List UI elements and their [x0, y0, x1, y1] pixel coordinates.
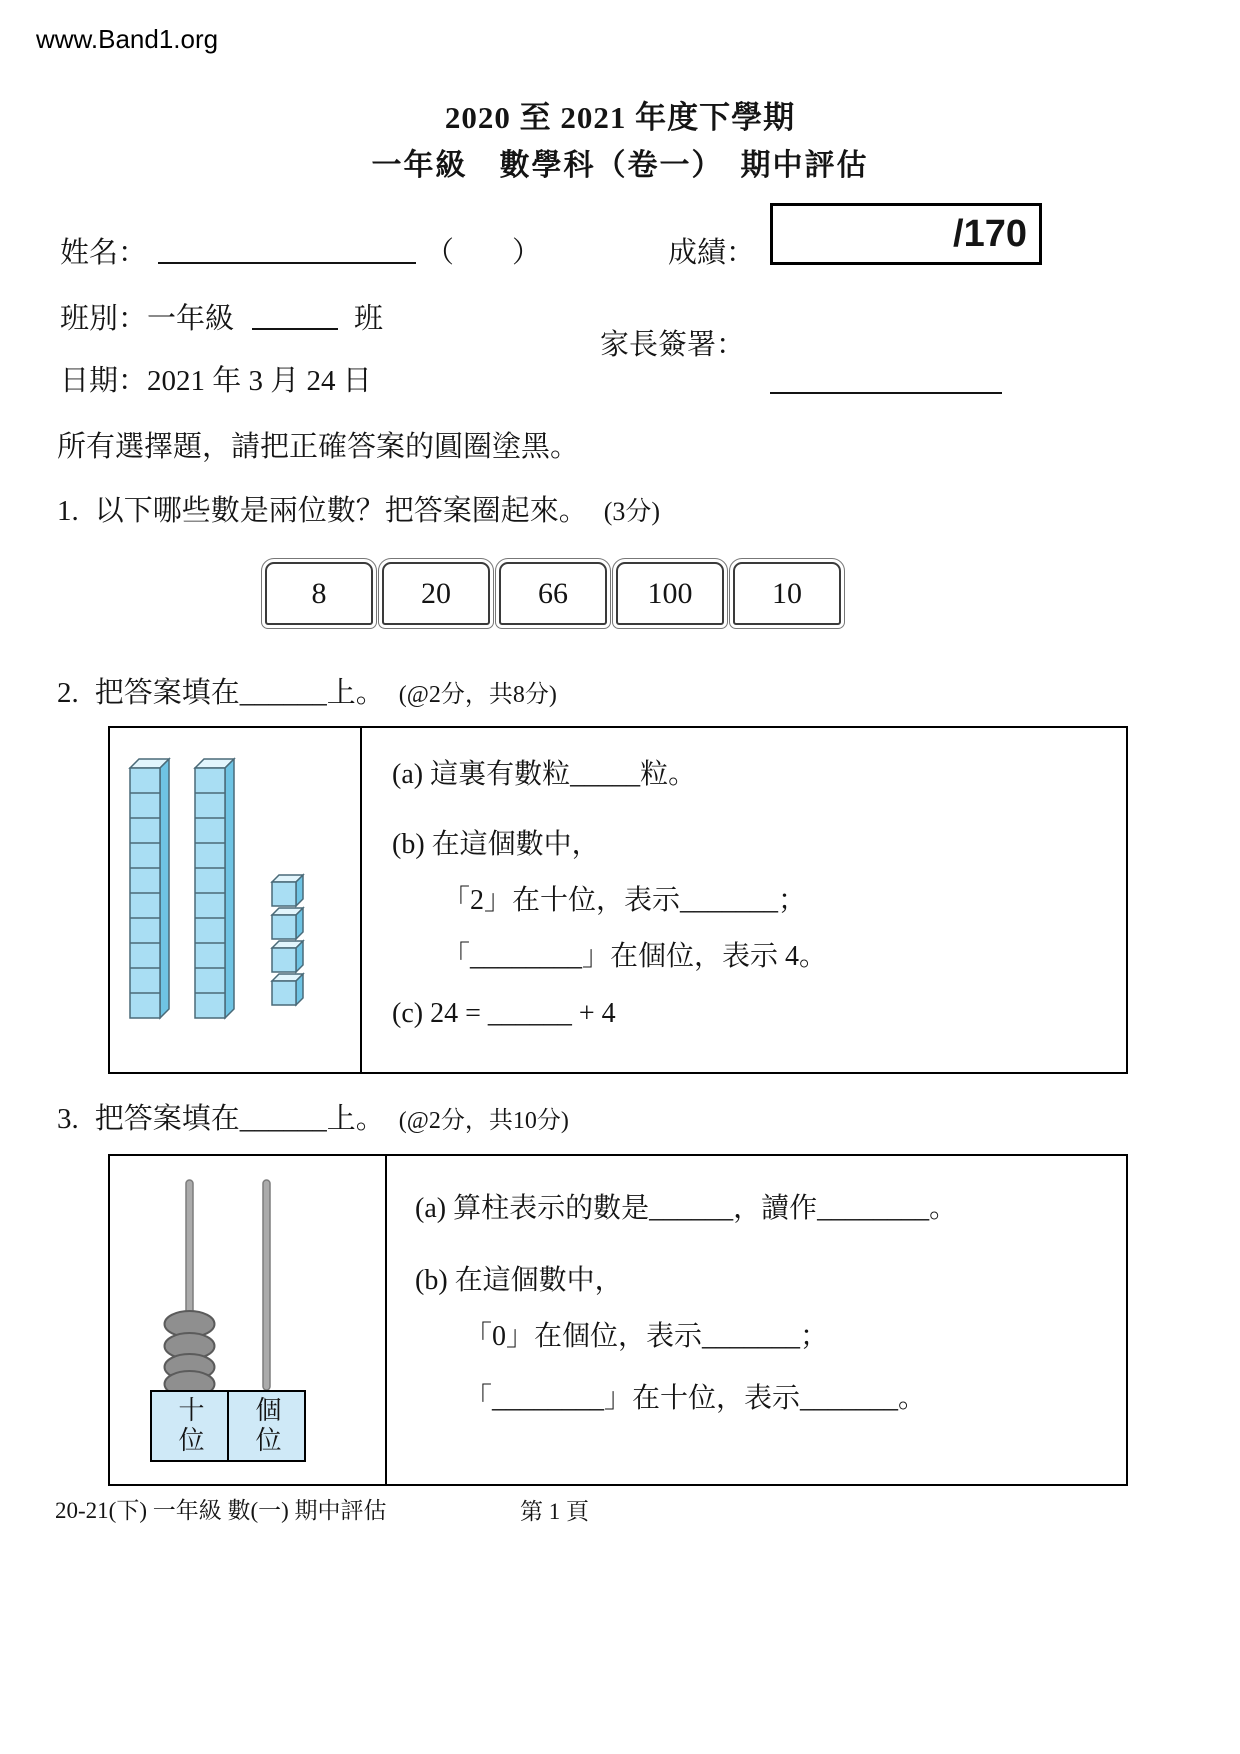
date-value: 2021 年 3 月 24 日 — [147, 365, 372, 397]
q2-heading — [57, 670, 557, 711]
score-box — [770, 203, 1042, 265]
parent-signature-label: 家長簽署： — [600, 329, 746, 361]
date-label: 日期： — [60, 365, 148, 397]
q1-option-card — [733, 562, 841, 625]
class-blank-line — [252, 328, 338, 330]
q2-part-b-intro: (b) 在這個數中， — [392, 829, 600, 860]
q2-marks: (@2分，共8分) — [398, 682, 557, 708]
q3-part-b-line2: 「________」在十位，表示_______。 — [464, 1383, 927, 1414]
site-watermark: www.Band1.org — [36, 24, 219, 54]
exam-title-line1: 2020 至 2021 年度下學期 — [444, 100, 796, 135]
q1-option-value: 10 — [772, 576, 802, 610]
q1-option-value: 100 — [647, 576, 693, 610]
q2-part-b-line2: 「________」在個位，表示 4。 — [442, 941, 828, 972]
q2-part-c: (c) 24 = ______ + 4 — [392, 998, 616, 1029]
q3-heading — [57, 1096, 569, 1137]
q3-number: 3. — [57, 1103, 79, 1135]
name-label: 姓名： — [60, 237, 148, 269]
abacus-ones-label: 個位 — [227, 1390, 306, 1462]
q2-number: 2. — [57, 677, 79, 709]
q3-part-b-line1: 「0」在個位，表示_______； — [464, 1321, 829, 1352]
base-ten-blocks-image — [120, 740, 330, 1062]
q3-text: 把答案填在______上。 — [94, 1103, 385, 1135]
q2-text: 把答案填在______上。 — [94, 677, 385, 709]
q2-box-divider — [360, 726, 362, 1074]
score-label: 成績： — [668, 237, 756, 269]
q1-marks: (3分) — [603, 497, 661, 526]
q3-part-b-intro: (b) 在這個數中， — [415, 1265, 623, 1296]
q1-text: 以下哪些數是兩位數？把答案圈起來。 — [94, 495, 588, 527]
q1-number: 1. — [57, 495, 79, 527]
q1-option-card — [382, 562, 490, 625]
name-blank-line — [158, 262, 416, 264]
q1-heading — [57, 488, 660, 529]
q3-box-divider — [385, 1154, 387, 1486]
score-total: /170 — [953, 212, 1027, 255]
instructions-text: 所有選擇題，請把正確答案的圓圈塗黑。 — [57, 431, 580, 463]
q2-part-b-line1: 「2」在十位，表示_______； — [442, 885, 807, 916]
abacus-tens-label: 十位 — [150, 1390, 229, 1462]
abacus-image — [150, 1178, 308, 1390]
q1-option-card — [265, 562, 373, 625]
q1-option-value: 20 — [421, 576, 451, 610]
q1-option-card — [616, 562, 724, 625]
class-label: 班別：一年級 — [60, 303, 235, 335]
q1-option-value: 66 — [538, 576, 568, 610]
q2-part-a: (a) 這裏有數粒_____粒。 — [392, 759, 697, 790]
q1-option-value: 8 — [311, 576, 327, 610]
class-number-parens: （ ） — [425, 237, 542, 269]
class-suffix: 班 — [354, 303, 384, 335]
parent-signature-blank-line — [770, 392, 1002, 394]
exam-title-line2: 一年級 數學科（卷一） 期中評估 — [371, 149, 869, 182]
footer-document-id: 20-21(下) 一年級 數(一) 期中評估 — [55, 1498, 387, 1523]
q3-marks: (@2分，共10分) — [398, 1108, 569, 1134]
abacus-place-labels — [150, 1390, 306, 1462]
date-row — [60, 358, 372, 399]
q1-option-card — [499, 562, 607, 625]
footer-page-number: 第 1 頁 — [520, 1499, 589, 1524]
q3-part-a: (a) 算柱表示的數是______，讀作________。 — [415, 1193, 958, 1224]
